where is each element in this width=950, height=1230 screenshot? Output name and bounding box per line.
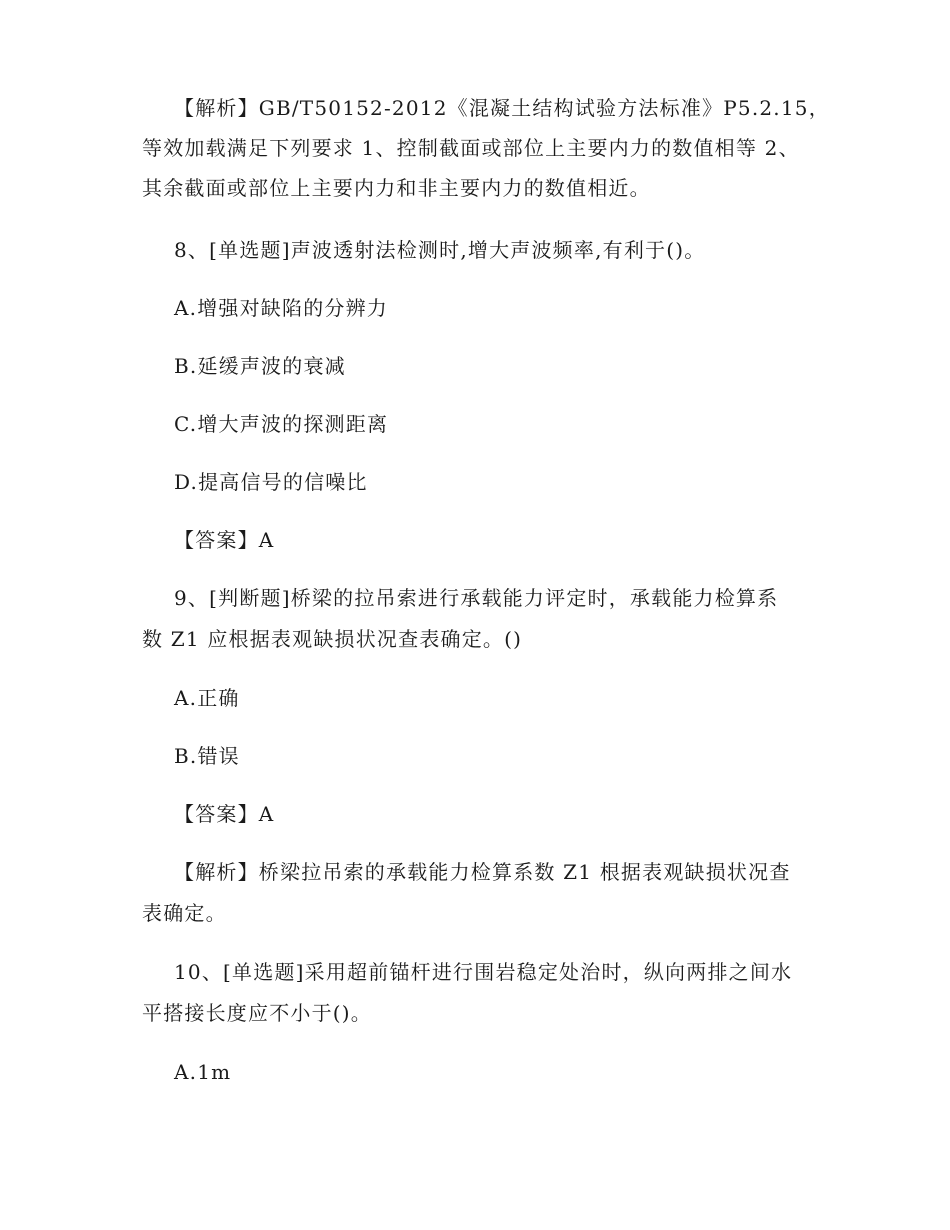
question-9-analysis-line-1: 【解析】桥梁拉吊索的承载能力检算系数 Z1 根据表观缺损状况查 [174, 860, 791, 884]
question-8-option-a: A.增强对缺陷的分辨力 [174, 296, 389, 320]
question-8-answer: 【答案】A [174, 528, 275, 552]
question-9-stem-line-2: 数 Z1 应根据表观缺损状况查表确定。() [142, 627, 523, 651]
question-9-stem-line-1: 9、[判断题]桥梁的拉吊索进行承载能力评定时，承载能力检算系 [174, 586, 779, 610]
question-9-analysis-line-2: 表确定。 [142, 901, 227, 925]
analysis-7-line-1: 【解析】GB/T50152-2012《混凝土结构试验方法标准》P5.2.15， [174, 96, 830, 120]
question-9-option-b: B.错误 [174, 744, 240, 768]
question-10-option-a: A.1m [174, 1060, 232, 1084]
question-8-option-c: C.增大声波的探测距离 [174, 412, 389, 436]
question-8-option-d: D.提高信号的信噪比 [174, 470, 368, 494]
question-9-answer: 【答案】A [174, 802, 275, 826]
analysis-7-line-3: 其余截面或部位上主要内力和非主要内力的数值相近。 [142, 176, 651, 200]
analysis-7-line-2: 等效加载满足下列要求 1、控制截面或部位上主要内力的数值相等 2、 [142, 136, 800, 160]
question-10-stem-line-1: 10、[单选题]采用超前锚杆进行围岩稳定处治时，纵向两排之间水 [174, 960, 793, 984]
question-8-option-b: B.延缓声波的衰减 [174, 354, 346, 378]
question-10-stem-line-2: 平搭接长度应不小于()。 [142, 1001, 373, 1025]
question-8-stem: 8、[单选题]声波透射法检测时,增大声波频率,有利于()。 [174, 238, 706, 262]
question-9-option-a: A.正确 [174, 686, 240, 710]
